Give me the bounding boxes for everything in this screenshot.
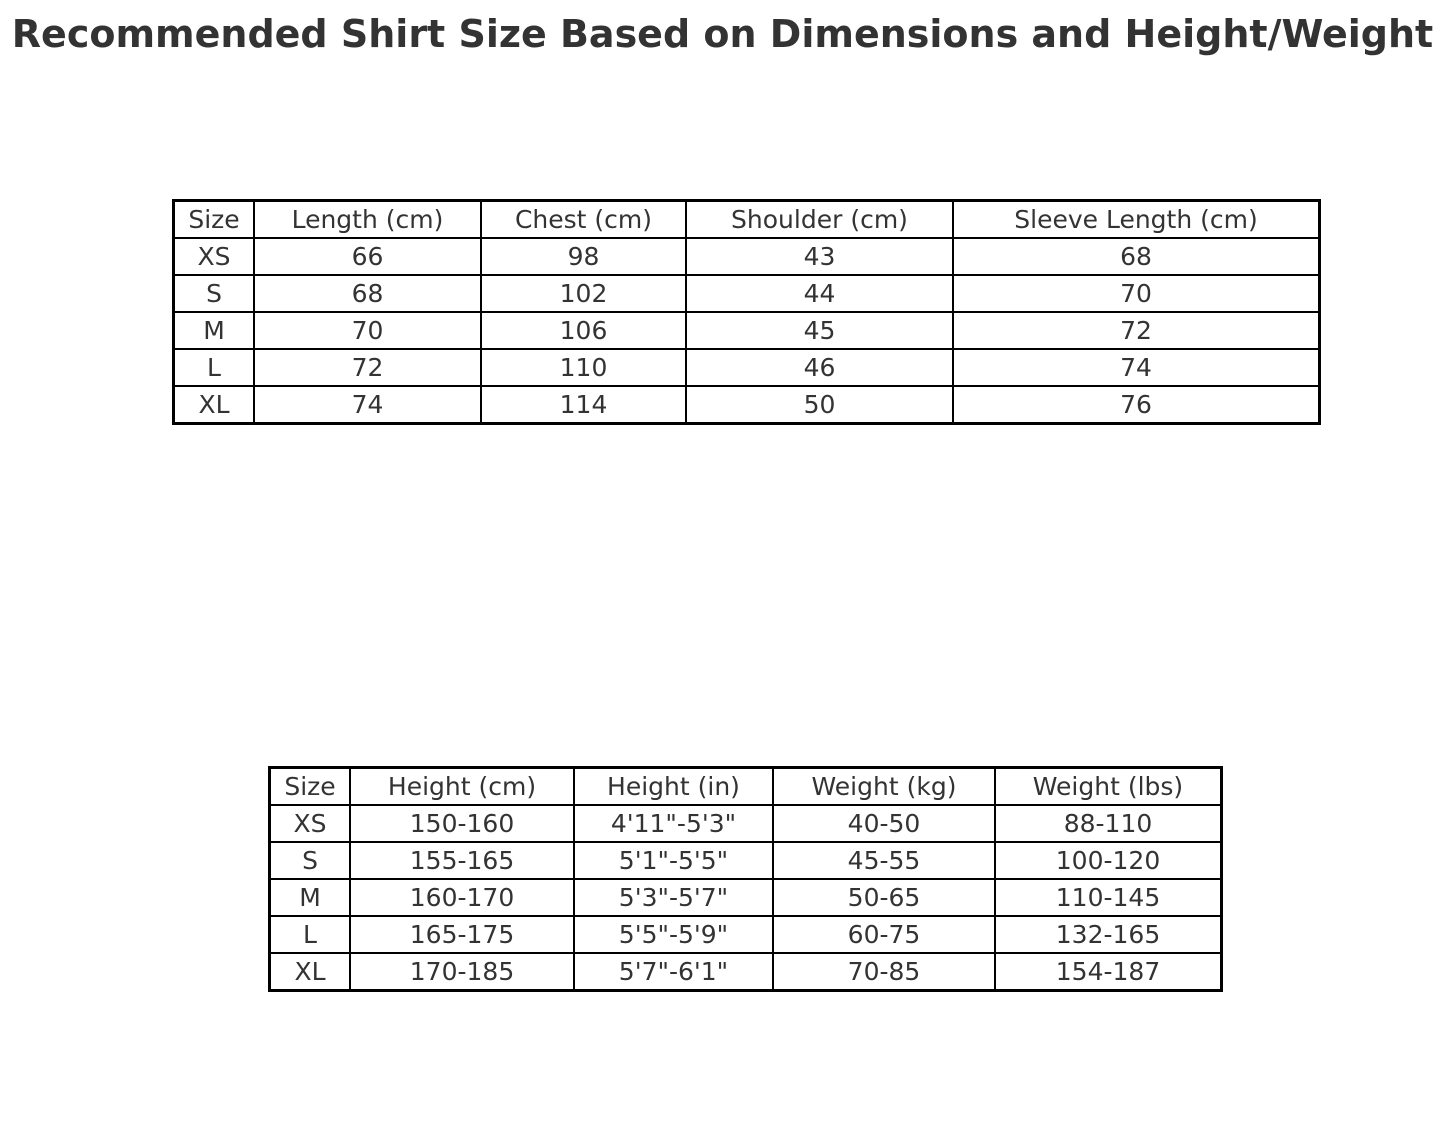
table-cell: 76 <box>953 386 1320 424</box>
table-cell: 98 <box>481 238 686 275</box>
table-cell: 5'3"-5'7" <box>574 879 773 916</box>
table-row <box>270 842 1222 879</box>
table-cell: 170-185 <box>350 953 574 991</box>
table-cell: L <box>270 916 351 953</box>
table-cell: 50 <box>686 386 953 424</box>
table-cell: S <box>174 275 255 312</box>
table-cell: 43 <box>686 238 953 275</box>
table-cell: 88-110 <box>995 805 1222 842</box>
column-header: Height (cm) <box>350 768 574 806</box>
column-header: Size <box>174 201 255 239</box>
table-cell: S <box>270 842 351 879</box>
table-cell: XL <box>174 386 255 424</box>
column-header: Size <box>270 768 351 806</box>
table-cell: 165-175 <box>350 916 574 953</box>
table-cell: 132-165 <box>995 916 1222 953</box>
table-cell: 70-85 <box>773 953 995 991</box>
table-cell: 110-145 <box>995 879 1222 916</box>
table-cell: 5'5"-5'9" <box>574 916 773 953</box>
table-cell: 4'11"-5'3" <box>574 805 773 842</box>
table-cell: XS <box>174 238 255 275</box>
table-row <box>174 349 1320 386</box>
header-row <box>174 201 1320 239</box>
table-cell: L <box>174 349 255 386</box>
column-header: Sleeve Length (cm) <box>953 201 1320 239</box>
table-cell: 68 <box>953 238 1320 275</box>
table-cell: 66 <box>254 238 481 275</box>
table-cell: 40-50 <box>773 805 995 842</box>
table-cell: 114 <box>481 386 686 424</box>
table-cell: XL <box>270 953 351 991</box>
table-row <box>270 953 1222 991</box>
column-header: Height (in) <box>574 768 773 806</box>
table-cell: 5'7"-6'1" <box>574 953 773 991</box>
height-weight-table <box>268 766 1223 992</box>
table-row <box>174 238 1320 275</box>
table-row <box>174 386 1320 424</box>
table-cell: 74 <box>254 386 481 424</box>
table-cell: 106 <box>481 312 686 349</box>
table-cell: M <box>270 879 351 916</box>
table-cell: 72 <box>953 312 1320 349</box>
table-cell: 60-75 <box>773 916 995 953</box>
table-cell: 70 <box>254 312 481 349</box>
table-cell: 72 <box>254 349 481 386</box>
figure-title: Recommended Shirt Size Based on Dimensions and Height/Weight <box>11 12 1434 56</box>
table-row <box>174 275 1320 312</box>
table-cell: 110 <box>481 349 686 386</box>
table-cell: 154-187 <box>995 953 1222 991</box>
table-cell: 102 <box>481 275 686 312</box>
column-header: Weight (lbs) <box>995 768 1222 806</box>
table-cell: 44 <box>686 275 953 312</box>
table-cell: 74 <box>953 349 1320 386</box>
table-cell: 68 <box>254 275 481 312</box>
column-header: Shoulder (cm) <box>686 201 953 239</box>
table-cell: 100-120 <box>995 842 1222 879</box>
shirt-dimensions-table <box>172 199 1321 425</box>
table-cell: 160-170 <box>350 879 574 916</box>
table-cell: 70 <box>953 275 1320 312</box>
table-cell: 155-165 <box>350 842 574 879</box>
header-row <box>270 768 1222 806</box>
table-row <box>270 805 1222 842</box>
column-header: Length (cm) <box>254 201 481 239</box>
table-row <box>270 879 1222 916</box>
table-cell: M <box>174 312 255 349</box>
table-cell: 45 <box>686 312 953 349</box>
table-row <box>270 916 1222 953</box>
table-cell: XS <box>270 805 351 842</box>
table-cell: 50-65 <box>773 879 995 916</box>
table-cell: 150-160 <box>350 805 574 842</box>
table-row <box>174 312 1320 349</box>
table-cell: 5'1"-5'5" <box>574 842 773 879</box>
table-cell: 45-55 <box>773 842 995 879</box>
table-cell: 46 <box>686 349 953 386</box>
column-header: Chest (cm) <box>481 201 686 239</box>
column-header: Weight (kg) <box>773 768 995 806</box>
